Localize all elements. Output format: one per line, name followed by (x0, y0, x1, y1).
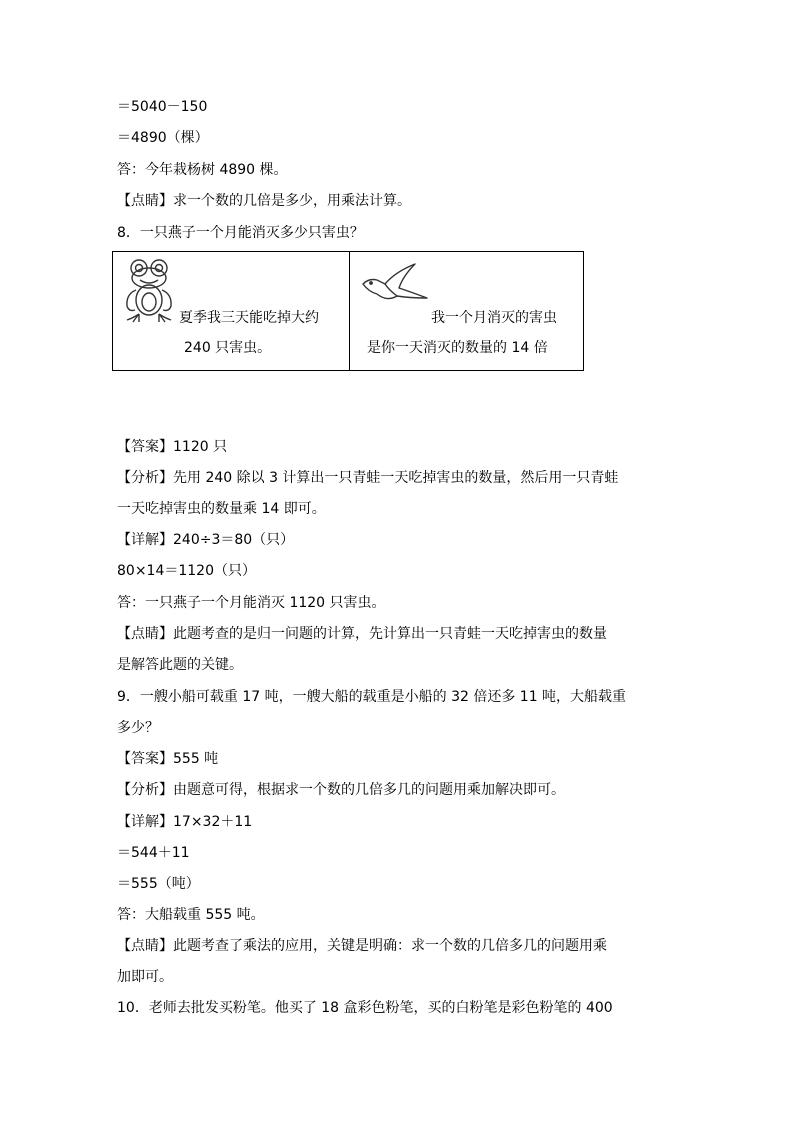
text-line: 答：大船载重 555 吨。 (117, 907, 265, 923)
illustration-table (112, 251, 584, 371)
frog-icon (121, 258, 181, 322)
text-line: 【分析】先用 240 除以 3 计算出一只青蛙一天吃掉害虫的数量，然后用一只青蛙 (117, 470, 619, 486)
text-line: ＝544＋11 (117, 845, 190, 861)
text-line: 一天吃掉害虫的数量乘 14 即可。 (117, 501, 326, 517)
swallow-speech-line: 我一个月消灭的害虫 (431, 310, 557, 326)
text-line: 【分析】由题意可得，根据求一个数的几倍多几的问题用乘加解决即可。 (117, 782, 565, 798)
question-heading: 8．一只燕子一个月能消灭多少只害虫？ (117, 225, 364, 241)
text-line: ＝4890（棵） (117, 130, 209, 146)
text-line: 80×14＝1120（只） (117, 563, 256, 579)
frog-speech-line: 夏季我三天能吃掉大约 (179, 310, 319, 326)
text-line: 【答案】555 吨 (117, 751, 219, 767)
question-heading: 9．一艘小船可载重 17 吨，一艘大船的载重是小船的 32 倍还多 11 吨，大船载重 (117, 689, 627, 705)
text-line: 【答案】1120 只 (117, 439, 228, 455)
text-line: 加即可。 (117, 969, 173, 985)
swallow-icon (359, 262, 431, 308)
table-divider (349, 252, 350, 370)
text-line: ＝5040－150 (117, 99, 208, 115)
text-line: 【点睛】此题考查的是归一问题的计算，先计算出一只青蛙一天吃掉害虫的数量 (117, 626, 607, 642)
text-line: ＝555（吨） (117, 876, 200, 892)
text-line: 是解答此题的关键。 (117, 657, 243, 673)
text-line: 【点睛】求一个数的几倍是多少，用乘法计算。 (117, 193, 411, 209)
text-line: 【详解】17×32＋11 (117, 814, 253, 830)
text-line: 【详解】240÷3＝80（只） (117, 532, 295, 548)
text-line: 答：今年栽杨树 4890 棵。 (117, 162, 288, 178)
text-line: 【点睛】此题考查了乘法的应用，关键是明确：求一个数的几倍多几的问题用乘 (117, 938, 607, 954)
swallow-speech-line: 是你一天消灭的数量的 14 倍 (367, 340, 548, 356)
text-line: 多少？ (117, 720, 159, 736)
text-line: 答：一只燕子一个月能消灭 1120 只害虫。 (117, 595, 386, 611)
frog-speech-line: 240 只害虫。 (184, 340, 272, 356)
question-heading: 10．老师去批发买粉笔。他买了 18 盒彩色粉笔，买的白粉笔是彩色粉笔的 400 (117, 1000, 613, 1016)
